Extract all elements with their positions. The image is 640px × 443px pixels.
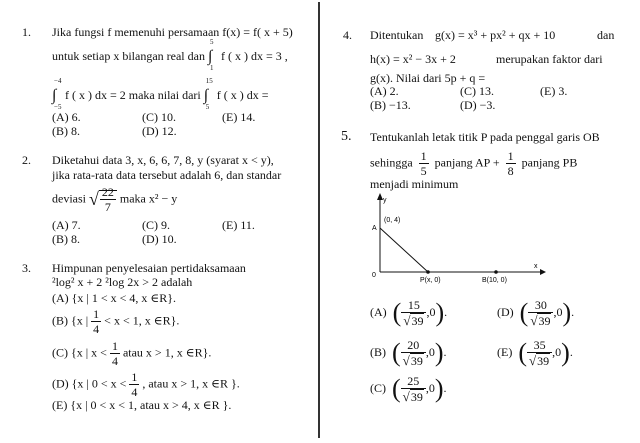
q4-line1a: Ditentukan	[370, 28, 424, 42]
q4-option-b: (B) −13.	[370, 98, 411, 112]
q3-number: 3.	[22, 261, 31, 275]
q5-line3: menjadi minimum	[370, 177, 459, 191]
q2-option-e: (E) 11.	[222, 218, 255, 232]
q3-option-e: (E) {x | 0 < x < 1, atau x > 4, x ∈R }.	[52, 398, 232, 412]
q5-line1: Tentukanlah letak titik P pada penggal garis OB	[370, 130, 600, 144]
q3-option-d: (D) {x | 0 < x < $\frac{1}{4}$ , atau x > 1, x ∈R }.	[52, 370, 240, 399]
q5-line2: sehingga $\frac{1}{5}$ panjang AP + $\frac{1}{8}$ panjang PB	[370, 149, 578, 178]
q2-option-d: (D) 10.	[142, 232, 177, 246]
y-axis-label: y	[383, 197, 387, 204]
q4-number: 4.	[343, 28, 352, 42]
q5-graph	[362, 190, 547, 292]
segment-ap	[380, 228, 428, 272]
q1-line1: Jika fungsi f memenuhi persamaan f(x) = f( x + 5)	[52, 25, 293, 39]
q5-option-b: (B) ( $\frac{20}{√39}$ ,0).	[370, 338, 447, 368]
point-p-label: P(x, 0)	[420, 277, 441, 284]
q2-option-c: (C) 9.	[142, 218, 170, 232]
point-b	[494, 270, 498, 274]
q2-line2: jika rata-rata data tersebut adalah 6, dan standar	[52, 168, 282, 182]
q1-option-e: (E) 14.	[222, 110, 256, 124]
q4-line3: g(x). Nilai dari 5p + q =	[370, 71, 486, 85]
integral-sign-icon: ∫ −4 −5	[52, 77, 62, 111]
q5-option-c: (C) ( $\frac{25}{√39}$ ,0).	[370, 374, 447, 404]
integral-sign-icon: ∫ 15 5	[203, 77, 213, 111]
x-axis-arrow-icon	[540, 269, 546, 275]
q3-option-b: (B) {x | $\frac{1}{4}$ < x < 1, x ∈R}.	[52, 307, 180, 336]
q3-option-a: (A) {x | 1 < x < 4, x ∈R}.	[52, 291, 177, 305]
q4-line2b: merupakan faktor dari	[496, 52, 603, 66]
q5-option-d: (D) ( $\frac{30}{√39}$ ,0).	[497, 298, 575, 328]
q4-line1b: g(x) = x³ + px² + qx + 10	[435, 28, 556, 42]
q3-option-c: (C) {x | x < $\frac{1}{4}$ atau x > 1, x ∈R}.	[52, 339, 212, 368]
q5-option-a: (A) ( $\frac{15}{√39}$ ,0).	[370, 298, 448, 328]
q5-number: 5.	[341, 129, 352, 144]
point-a-coord: (0, 4)	[384, 217, 401, 224]
integral-sign-icon: ∫ 5 1	[207, 38, 214, 72]
q4-option-e: (E) 3.	[540, 84, 568, 98]
q1-line2: untuk setiap x bilangan real dan ∫ 5 1 f ( x ) dx = 3 ,	[52, 38, 288, 72]
q2-line1: Diketahui data 3, x, 6, 6, 7, 8, y (syarat x < y),	[52, 153, 274, 167]
q2-line3: deviasi √ $\frac{22}{7}$ maka x² − y	[52, 185, 178, 214]
q1-option-b: (B) 8.	[52, 124, 80, 138]
point-a-label: A	[372, 225, 377, 232]
q1-option-c: (C) 10.	[142, 110, 176, 124]
point-b-label: B(10, 0)	[482, 277, 507, 284]
q2-number: 2.	[22, 153, 31, 167]
q1-number: 1.	[22, 25, 31, 39]
x-axis-label: x	[534, 263, 538, 270]
q2-option-b: (B) 8.	[52, 232, 80, 246]
q3-line1: Himpunan penyelesaian pertidaksamaan	[52, 261, 246, 275]
q5-option-e: (E) ( $\frac{35}{√39}$ ,0).	[497, 338, 573, 368]
q3-line2: ²log² x + 2 ²log 2x > 2 adalah	[52, 275, 193, 289]
point-p	[426, 270, 430, 274]
q4-line2a: h(x) = x² − 3x + 2	[370, 52, 456, 66]
q4-option-c: (C) 13.	[460, 84, 494, 98]
q4-line1c: dan	[597, 28, 615, 42]
q1-option-a: (A) 6.	[52, 110, 81, 124]
q1-line3: ∫ −4 −5 f ( x ) dx = 2 maka nilai dari ∫ 15 5 f ( x ) dx =	[52, 77, 269, 111]
column-divider	[318, 2, 320, 438]
q1-option-d: (D) 12.	[142, 124, 177, 138]
q4-option-d: (D) −3.	[460, 98, 496, 112]
sqrt-icon: √	[89, 189, 99, 209]
origin-label: 0	[372, 272, 376, 279]
q4-option-a: (A) 2.	[370, 84, 399, 98]
q2-option-a: (A) 7.	[52, 218, 81, 232]
